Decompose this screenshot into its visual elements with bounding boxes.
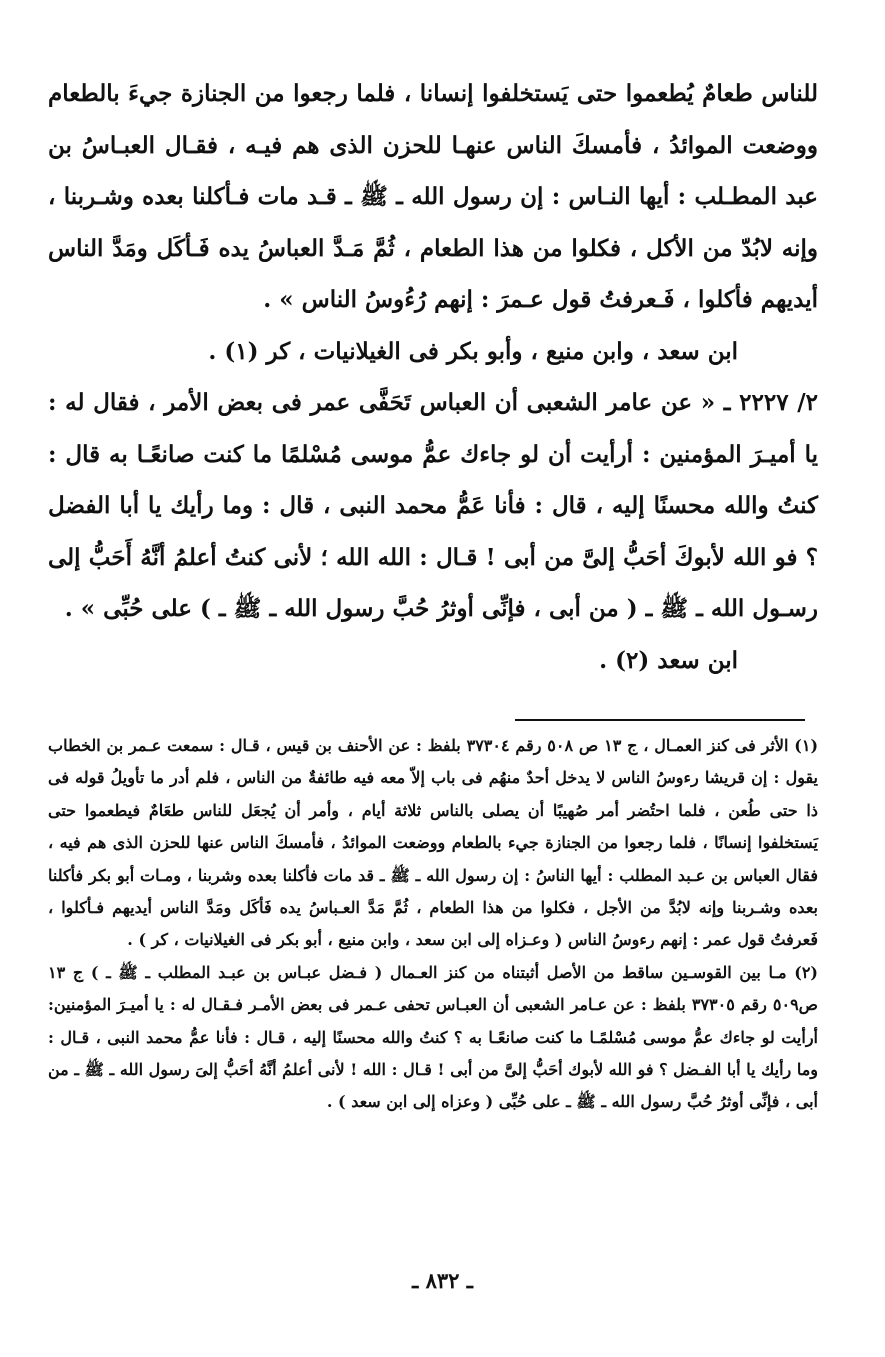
source-citation: ابن سعد ، وابن منيع ، وأبو بكر فى الغيلانيات ، كر (١) . bbox=[208, 337, 738, 365]
footnote-divider bbox=[515, 719, 805, 721]
hadith-paragraph: ٢/ ٢٢٢٧ ـ « عن عامر الشعبى أن العباس تَحَفَّى عمر فى بعض الأمر ، فقال له : يا أميـرَ المؤمنين : أرأيت أن لو جاءك عمُّ موسى مُسْلمًا ما كنت صانعًـا به قال : كنتُ والله محسنًا إليه ، قال : فأنا عَمُّ محمد النبى ، قال : وما رأيك يا أبا الفضل ؟ فو الله لأبوكَ أحَبُّ إلىَّ من أبى ! قـال : الله الله ؛ لأنى كنتُ أعلمُ أنَّهُ أَحَبُّ إلى رسـول الله ـ ﷺ ـ ( من أبى ، فإنِّى أوثرُ حُبَّ رسول الله ـ ﷺ ـ ) على حُبِّى » . bbox=[48, 389, 818, 622]
hadith-paragraph-continued: للناس طعامٌ يُطعموا حتى يَستخلفوا إنسانا ، فلما رجعوا من الجنازة جيءَ بالطعام ووضعت الموائدُ ، فأمسكَ الناس عنهـا للحزن الذى هم فيـه ، فقـال العبـاسُ بن عبد المطـلب : أيها النـاس : إن رسول الله ـ ﷺ ـ قـد مات فـأكلنا بعده وشـربنا ، وإنه لابُدّ من الأكل ، فكلوا من هذا الطعام ، ثُمَّ مَـدَّ العباسُ يده فَـأكَل ومَدَّ الناس أيديهم فأكلوا ، فَـعرفتُ قول عـمرَ : إنهم رُءُوسُ الناس » . bbox=[48, 80, 818, 313]
footnote: (٢) مـا بين القوسـين ساقط من الأصل أثبتناه من كنز العـمال ( فـضل عبـاس بن عبـد المطلب ـ ﷺ ـ ) ج ١٣ ص٥٠٩ رقم ٣٧٣٠٥ بلفظ : عن عـامر الشعبى أن العبـاس تحفى عـمر فى بعض الأمـر فـقـال له : يا أميـرَ المؤمنين: أرأيت لو جاءك عمُّ موسى مُسْلمًـا ما كنت صانعًـا به ؟ كنتُ والله محسنًا إليه ، قـال : فأنا عمُّ محمد النبى ، قـال : وما رأيك يا أبا الفـضل ؟ فو الله لأبوك أحَبُّ إلىَّ من أبى ! قـال : الله ! لأنى أعلمُ أنَّهُ أحَبُّ إلىَ رسول الله ـ ﷺ ـ من أبى ، فإنِّى أوثرُ حُبَّ رسول الله ـ ﷺ ـ على حُبِّى ( وعزاه إلى ابن سعد ) . bbox=[48, 962, 818, 1112]
footnotes bbox=[48, 730, 818, 1119]
main-text bbox=[48, 68, 818, 686]
footnote: (١) الأثر فى كنز العمـال ، ج ١٣ ص ٥٠٨ رقم ٣٧٣٠٤ بلفظ : عن الأحنف بن قيس ، قـال : سمعت عـمر بن الخطاب يقول : إن قريشا رءوسُ الناس لا يدخل أحدٌ منهُم فى باب إلاّ معه فيه طائفةٌ من الناس ، فلم أدر ما تأويلُ قوله فى ذا حتى طُعن ، فلما احتُضر أمر صُهيبًا أن يصلى بالناس ثلاثة أيام ، وأمر أن يُجعَل للناس طعَامٌ فيطعموا حتى يَستخلفوا إنسانًا ، فلما رجعوا من الجنازة جيء بالطعام ووضعت الموائدُ ، فأمسكَ الناس عنها للحزن الذى هم فيه ، فقال العباس بن عـبد المطلب : أيها الناسُ : إن رسول الله ـ ﷺ ـ قد مات فأكلنا بعده وشربنا ، ومـات أبو بكر فأكلنا بعده وشـربنا وإنه لابُدَّ من الأجل ، فكلوا من هذا الطعام ، ثُمَّ مَدَّ العـباسُ يده فَأكَل ومَدَّ الناس أيديهم فـأكلوا ، فَعرفتُ قول عمر : إنهم رءوسُ الناس ( وعـزاه إلى ابن سعد ، وابن منيع ، أبو بكر فى الغيلانيات ، كر ) . bbox=[48, 736, 819, 950]
source-citation: ابن سعد (٢) . bbox=[599, 646, 738, 674]
page-number: ـ ٨٣٢ ـ bbox=[412, 1268, 473, 1293]
